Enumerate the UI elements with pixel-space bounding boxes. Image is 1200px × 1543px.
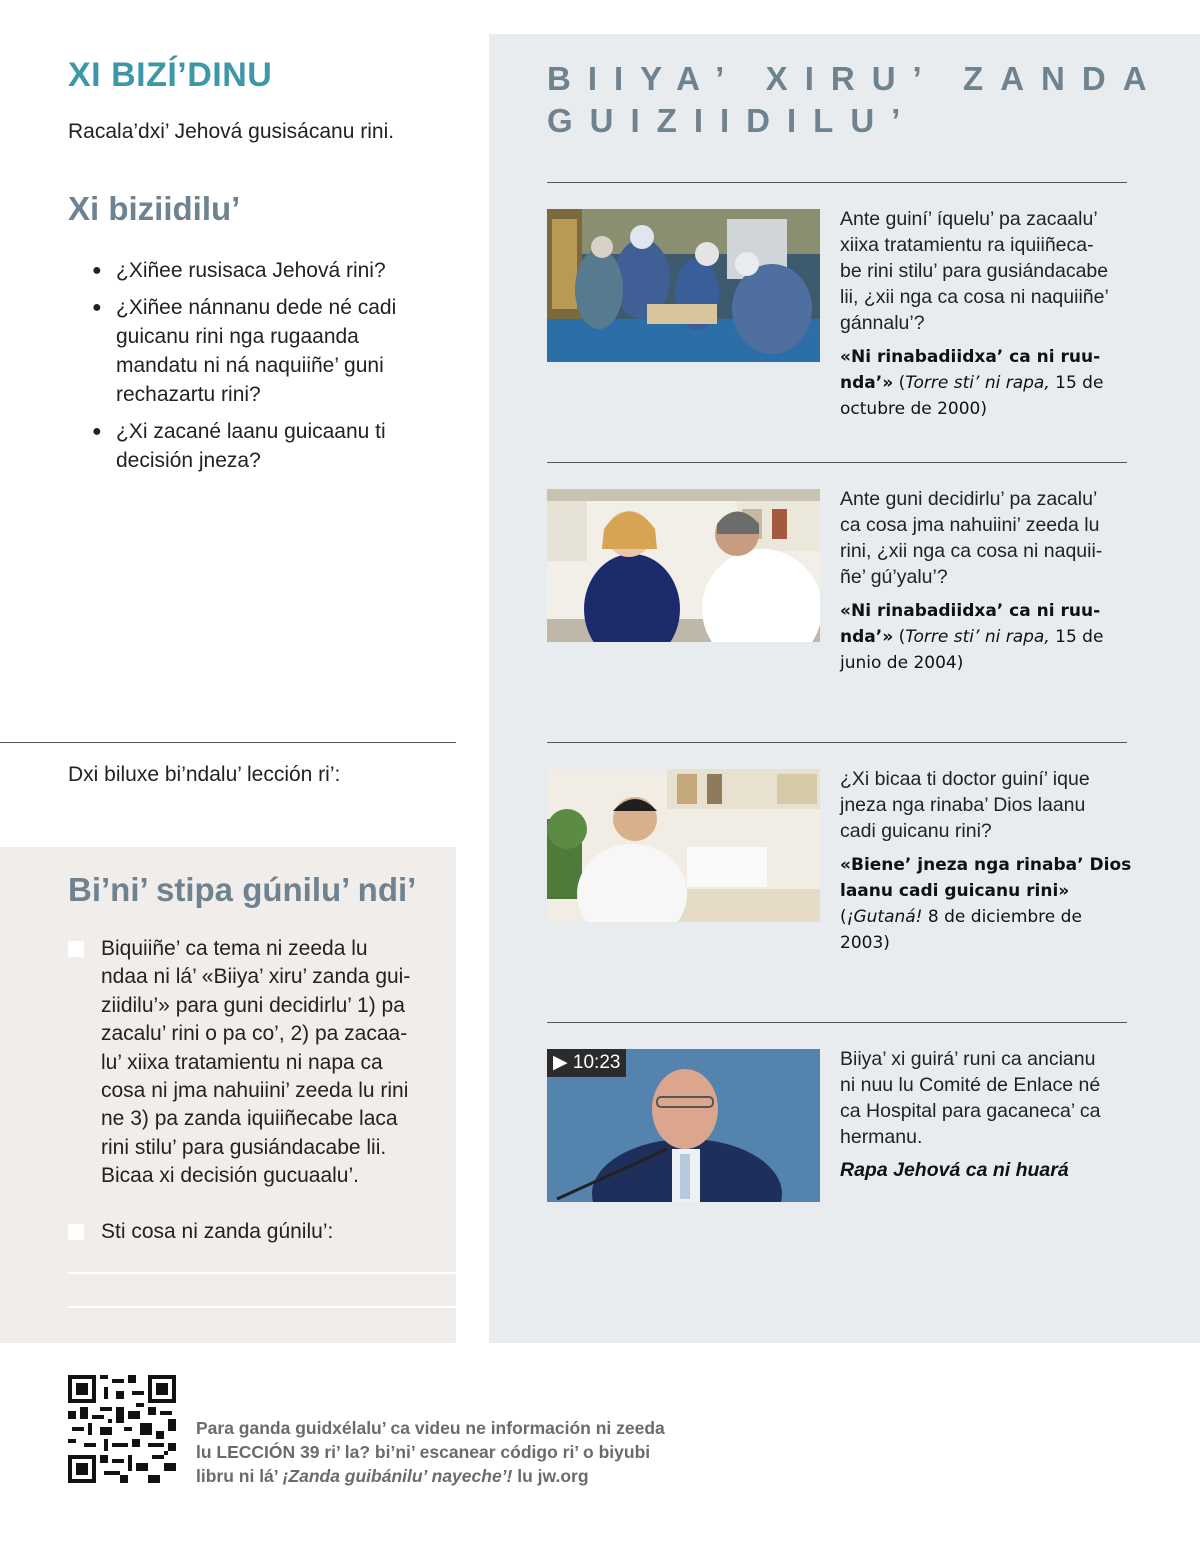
play-icon[interactable]: ▶ bbox=[553, 1052, 568, 1073]
checkbox[interactable] bbox=[68, 941, 84, 957]
video-duration-badge: ▶ 10:23 bbox=[547, 1049, 626, 1077]
review-question: ● ¿Xiñee nánnanu dede né cadi guicanu rini nga rugaanda mandatu ni ná naquiiñe’ guni rechazartu rini? bbox=[92, 293, 442, 409]
bullet-icon: ● bbox=[92, 423, 102, 440]
review-question: ● ¿Xi zacané laanu guicaanu ti decisión jneza? bbox=[92, 417, 442, 475]
video-link[interactable]: Rapa Jehová ca ni huará bbox=[840, 1159, 1069, 1181]
divider bbox=[547, 462, 1127, 463]
entry-text: Biiya’ xi guirá’ runi ca ancianu ni nuu lu Comité de Enlace né ca Hospital para gacaneca’ ca hermanu. bbox=[840, 1048, 1101, 1148]
bullet-icon: ● bbox=[92, 262, 102, 279]
surgery-photo[interactable] bbox=[547, 209, 820, 362]
review-title: Xi biziidilu’ bbox=[68, 190, 241, 227]
checkbox[interactable] bbox=[68, 1224, 84, 1240]
review-question-list bbox=[92, 256, 442, 483]
summary-text: Racala’dxi’ Jehová gusisácanu rini. bbox=[68, 120, 395, 143]
writing-line bbox=[68, 1272, 456, 1274]
writing-line bbox=[68, 1306, 456, 1308]
book-title-link[interactable]: ¡Zanda guibánilu’ nayeche’! bbox=[282, 1466, 513, 1486]
goal-text: Biquiiñe’ ca tema ni zeeda lu ndaa ni lá’ «Biiya’ xiru’ zanda gui- ziidilu’» para guni decidirlu’ 1) pa zacalu’ rini o pa co’, 2) pa zacaa- lu’ xiixa tratamientu ni napa ca cosa ni jma nahuiini’ zeeda lu rini ne 3) pa zanda iquiiñecabe laca rini stilu’ para gusiándacabe lii. Bicaa xi decisión gucuaalu’. bbox=[101, 937, 411, 1188]
entry-reference[interactable]: «Biene’ jneza nga rinaba’ Dios laanu cadi guicanu rini» (¡Gutaná! 8 de diciembre de 2003) bbox=[840, 855, 1132, 953]
divider bbox=[547, 1022, 1127, 1023]
goal-item bbox=[68, 935, 438, 1191]
review-question: ● ¿Xiñee rusisaca Jehová rini? bbox=[92, 256, 442, 285]
extra-text: Dxi biluxe bi’ndalu’ lección ri’: bbox=[68, 763, 341, 786]
explore-panel bbox=[489, 34, 1200, 1343]
elder-video-thumbnail[interactable] bbox=[547, 1049, 820, 1202]
footer-text: Para ganda guidxélalu’ ca videu ne información ni zeeda lu LECCIÓN 39 ri’ la? bi’ni’ escanear código ri’ o biyubi libru ni lá’ ¡Zanda guibánilu’ nayeche’! lu jw.org bbox=[196, 1418, 665, 1486]
goals-panel bbox=[0, 847, 456, 1343]
explore-title: BIIYA’ XIRU’ ZANDA GUIZIIDILU’ bbox=[547, 60, 1164, 139]
goals-title: Bi’ni’ stipa gúnilu’ ndi’ bbox=[68, 871, 417, 908]
qr-code[interactable] bbox=[68, 1375, 176, 1483]
goal-item bbox=[68, 1218, 438, 1246]
bullet-icon: ● bbox=[92, 299, 102, 316]
divider bbox=[547, 742, 1127, 743]
goal-text: Sti cosa ni zanda gúnilu’: bbox=[101, 1220, 334, 1243]
divider bbox=[0, 742, 456, 743]
entry-text: Ante guni decidirlu’ pa zacalu’ ca cosa jma nahuiini’ zeeda lu rini, ¿xii nga ca cosa ni naquii- ñe’ gú’yalu’? bbox=[840, 488, 1103, 588]
doctor-consultation-photo[interactable] bbox=[547, 489, 820, 642]
divider bbox=[547, 182, 1127, 183]
entry-text: ¿Xi bicaa ti doctor guiní’ ique jneza nga rinaba’ Dios laanu cadi guicanu rini? bbox=[840, 768, 1090, 842]
doctor-desk-photo[interactable] bbox=[547, 769, 820, 922]
left-column bbox=[0, 0, 456, 1343]
entry-reference[interactable]: «Ni rinabadiidxa’ ca ni ruu- nda’» (Torre sti’ ni rapa, 15 de octubre de 2000) bbox=[840, 347, 1104, 419]
entry-text: Ante guiní’ íquelu’ pa zacaalu’ xiixa tratamientu ra iquiiñeca- be rini stilu’ para gusiándacabe lii, ¿xii nga ca cosa ni naquiiñe’ gánnalu’? bbox=[840, 208, 1109, 334]
summary-title: XI BIZÍ’DINU bbox=[68, 56, 273, 94]
entry-reference[interactable]: «Ni rinabadiidxa’ ca ni ruu- nda’» (Torre sti’ ni rapa, 15 de junio de 2004) bbox=[840, 601, 1104, 673]
